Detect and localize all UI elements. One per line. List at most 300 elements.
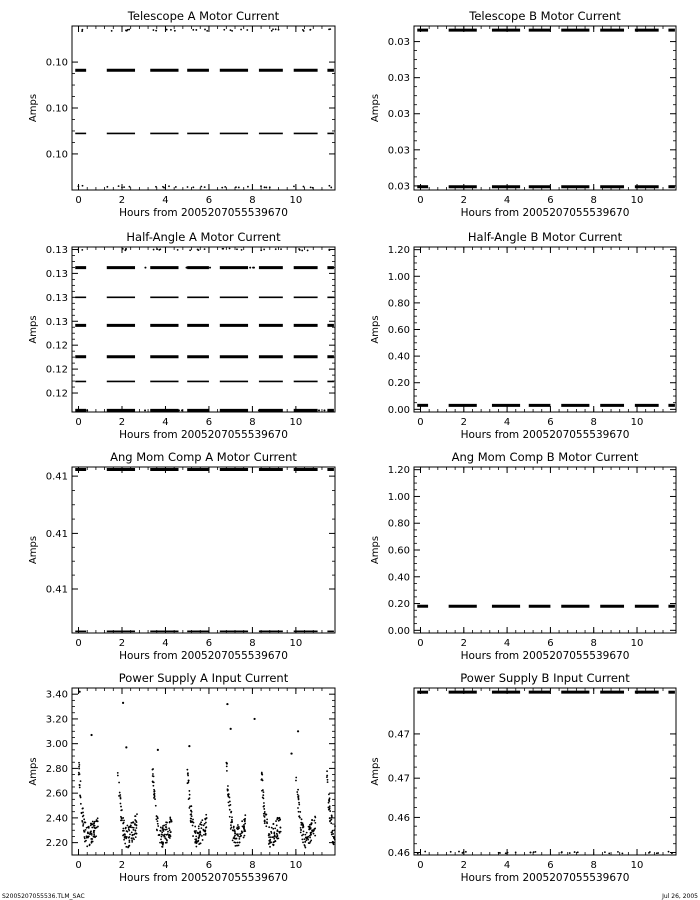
data-point: [309, 824, 311, 826]
data-point: [239, 836, 241, 838]
data-point: [265, 825, 267, 827]
data-point: [230, 828, 232, 830]
x-tick-label: 8: [590, 417, 597, 428]
data-point: [128, 841, 130, 843]
y-tick-label: 0.10: [45, 57, 68, 69]
data-point: [194, 826, 196, 828]
data-point: [192, 819, 194, 821]
data-point: [135, 836, 137, 838]
data-point: [132, 837, 134, 839]
data-point: [161, 842, 163, 844]
data-point: [274, 834, 276, 836]
x-tick-label: 2: [118, 638, 126, 649]
data-point: [241, 249, 243, 251]
data-point: [226, 770, 228, 772]
data-point: [155, 805, 157, 807]
data-point: [131, 831, 133, 833]
plot-frame: [414, 26, 676, 190]
data-point: [161, 831, 163, 833]
data-point: [314, 822, 316, 824]
data-point: [124, 843, 126, 845]
data-point: [258, 409, 260, 411]
data-point: [203, 834, 205, 836]
data-point: [272, 28, 274, 30]
data-point: [82, 811, 84, 813]
data-point: [191, 815, 193, 817]
data-point: [124, 837, 126, 839]
data-point: [144, 409, 146, 411]
data-point: [272, 828, 274, 830]
data-point: [96, 827, 98, 829]
data-point: [272, 823, 274, 825]
data-point: [133, 829, 135, 831]
data-point: [280, 248, 282, 250]
x-tick-label: 0: [417, 860, 424, 871]
data-point: [238, 838, 240, 840]
data-point: [243, 825, 245, 827]
data-point: [81, 30, 83, 32]
data-point: [260, 779, 262, 781]
data-point: [193, 822, 195, 824]
data-point: [136, 827, 138, 829]
data-point: [187, 773, 189, 775]
data-point: [299, 817, 301, 819]
data-point: [249, 267, 251, 269]
y-axis-label: Amps: [370, 315, 381, 344]
data-point: [299, 811, 301, 813]
data-point: [136, 813, 138, 815]
data-point: [224, 186, 226, 188]
x-tick-label: 2: [118, 860, 126, 871]
y-tick-label: 0.41: [45, 471, 68, 483]
plot-frame: [414, 247, 676, 412]
x-tick-label: 6: [547, 860, 554, 871]
data-point: [186, 769, 188, 771]
data-point: [94, 825, 96, 827]
chart-title: Half-Angle B Motor Current: [467, 230, 623, 244]
data-point: [264, 819, 266, 821]
data-point: [205, 826, 207, 828]
outlier-point: [188, 745, 190, 747]
data-point: [189, 794, 191, 796]
data-point: [91, 827, 93, 829]
data-point: [263, 806, 265, 808]
data-point: [311, 819, 313, 821]
data-point: [172, 409, 174, 411]
data-point: [309, 837, 311, 839]
data-point: [201, 835, 203, 837]
data-point: [234, 829, 236, 831]
data-point: [301, 824, 303, 826]
data-point: [260, 249, 262, 251]
data-point: [157, 825, 159, 827]
y-axis-label: Amps: [28, 535, 39, 565]
data-point: [121, 819, 123, 821]
data-point: [271, 267, 273, 269]
data-point: [329, 821, 331, 823]
data-point: [330, 831, 332, 833]
y-axis-label: Amps: [370, 93, 381, 123]
data-point: [297, 807, 299, 809]
data-point: [91, 842, 93, 844]
data-point: [276, 834, 278, 836]
data-point: [240, 29, 242, 31]
data-point: [131, 841, 133, 843]
data-point: [93, 823, 95, 825]
data-point: [329, 810, 331, 812]
data-point: [194, 831, 196, 833]
data-point: [268, 826, 270, 828]
data-point: [90, 838, 92, 840]
data-point: [134, 815, 136, 817]
data-point: [308, 842, 310, 844]
data-point: [130, 826, 132, 828]
data-point: [299, 249, 301, 251]
data-point: [621, 852, 623, 854]
y-tick-label: 0.47: [387, 773, 410, 785]
y-tick-label: 1.00: [387, 271, 410, 283]
data-point: [275, 248, 277, 250]
data-point: [127, 831, 129, 833]
data-point: [197, 249, 199, 251]
data-point: [271, 827, 273, 829]
y-tick-label: 1.20: [387, 465, 410, 477]
y-tick-label: 0.12: [45, 364, 68, 376]
data-point: [199, 823, 201, 825]
data-point: [118, 795, 120, 797]
data-point: [301, 250, 303, 252]
data-point: [125, 827, 127, 829]
data-point: [270, 836, 272, 838]
chart-panel: [370, 9, 676, 219]
data-point: [330, 187, 332, 189]
data-point: [196, 841, 198, 843]
x-tick-label: 4: [162, 417, 169, 428]
data-point: [106, 186, 108, 188]
chart-panel: [28, 671, 336, 884]
data-point: [119, 409, 121, 411]
data-point: [201, 824, 203, 826]
data-point: [195, 846, 197, 848]
x-tick-label: 2: [118, 195, 126, 206]
outlier-point: [290, 752, 292, 754]
data-point: [329, 817, 331, 819]
data-point: [161, 836, 163, 838]
data-point: [189, 249, 191, 251]
y-tick-label: 2.40: [45, 813, 68, 825]
data-point: [277, 829, 279, 831]
x-axis-label: Hours from 2005207055539670: [119, 650, 288, 662]
data-point: [91, 834, 93, 836]
data-point: [301, 839, 303, 841]
data-point: [89, 833, 91, 835]
data-point: [535, 851, 537, 853]
data-point: [83, 818, 85, 820]
data-point: [169, 829, 171, 831]
x-tick-label: 0: [75, 195, 82, 206]
data-point: [126, 825, 128, 827]
plot-frame: [72, 26, 335, 190]
x-tick-label: 2: [118, 417, 126, 428]
data-point: [88, 826, 90, 828]
data-point: [192, 186, 194, 188]
data-point: [656, 852, 658, 854]
data-point: [243, 819, 245, 821]
data-point: [236, 833, 238, 835]
chart-title: Telescope B Motor Current: [469, 9, 621, 23]
data-point: [93, 836, 95, 838]
data-point: [313, 820, 315, 822]
outlier-point: [125, 746, 127, 748]
data-point: [122, 828, 124, 830]
data-point: [187, 186, 189, 188]
data-point: [226, 765, 228, 767]
data-point: [190, 813, 192, 815]
x-tick-label: 4: [162, 195, 169, 206]
data-point: [450, 851, 452, 853]
y-axis-label: Amps: [370, 535, 381, 565]
data-point: [271, 30, 273, 32]
data-point: [181, 409, 183, 411]
y-axis-label: Amps: [28, 757, 39, 786]
data-point: [279, 819, 281, 821]
data-point: [192, 825, 194, 827]
data-point: [82, 185, 84, 187]
data-point: [300, 827, 302, 829]
data-point: [134, 823, 136, 825]
data-point: [229, 816, 231, 818]
data-point: [156, 820, 158, 822]
outlier-point: [253, 718, 255, 720]
data-point: [235, 838, 237, 840]
data-point: [170, 831, 172, 833]
chart-title: Power Supply B Input Current: [460, 671, 630, 685]
data-point: [577, 851, 579, 853]
plot-frame: [414, 688, 676, 855]
data-point: [273, 833, 275, 835]
data-point: [261, 774, 263, 776]
data-point: [533, 851, 535, 853]
data-point: [198, 825, 200, 827]
data-point: [275, 840, 277, 842]
data-point: [152, 773, 154, 775]
data-point: [310, 186, 312, 188]
data-point: [90, 824, 92, 826]
data-point: [198, 828, 200, 830]
y-tick-label: 0.13: [45, 244, 68, 256]
x-tick-label: 8: [249, 417, 256, 428]
data-point: [330, 822, 332, 824]
x-tick-label: 10: [630, 195, 644, 206]
data-point: [201, 819, 203, 821]
data-point: [189, 797, 191, 799]
x-tick-label: 10: [289, 195, 303, 206]
data-point: [82, 816, 84, 818]
y-tick-label: 2.20: [45, 838, 68, 850]
data-point: [200, 186, 202, 188]
data-point: [132, 834, 134, 836]
data-point: [273, 838, 275, 840]
data-point: [327, 781, 329, 783]
y-tick-label: 0.12: [45, 388, 68, 400]
data-point: [190, 810, 192, 812]
data-point: [93, 834, 95, 836]
data-point: [190, 818, 192, 820]
data-point: [264, 811, 266, 813]
x-tick-label: 6: [205, 195, 213, 206]
data-point: [166, 29, 168, 31]
outlier-point: [122, 702, 124, 704]
data-point: [97, 820, 99, 822]
data-point: [307, 839, 309, 841]
data-point: [330, 819, 332, 821]
x-tick-label: 6: [205, 417, 213, 428]
data-point: [199, 842, 201, 844]
data-point: [530, 852, 532, 854]
data-point: [293, 185, 295, 187]
data-point: [230, 822, 232, 824]
data-point: [118, 185, 120, 187]
data-point: [155, 30, 157, 32]
data-point: [78, 768, 80, 770]
data-point: [318, 409, 320, 411]
x-tick-label: 8: [249, 195, 256, 206]
data-point: [194, 842, 196, 844]
data-point: [262, 789, 264, 791]
data-point: [266, 813, 268, 815]
data-point: [465, 851, 467, 853]
y-tick-label: 0.80: [387, 518, 410, 530]
data-point: [78, 762, 80, 764]
data-point: [111, 30, 113, 32]
data-point: [280, 827, 282, 829]
y-axis-label: Amps: [28, 93, 39, 123]
x-tick-label: 10: [630, 638, 644, 649]
data-point: [162, 846, 164, 848]
data-point: [241, 831, 243, 833]
plot-frame: [414, 467, 676, 633]
y-tick-label: 0.10: [45, 103, 68, 115]
data-point: [129, 833, 131, 835]
data-point: [202, 829, 204, 831]
data-point: [120, 806, 122, 808]
data-point: [328, 249, 330, 251]
chart-title: Power Supply A Input Current: [118, 671, 289, 685]
data-point: [233, 836, 235, 838]
data-point: [134, 819, 136, 821]
data-point: [169, 837, 171, 839]
data-point: [78, 766, 80, 768]
data-point: [188, 790, 190, 792]
x-tick-label: 10: [289, 638, 303, 649]
data-point: [253, 267, 255, 269]
data-point: [277, 817, 279, 819]
data-point: [81, 249, 83, 251]
data-point: [246, 29, 248, 31]
x-tick-label: 10: [289, 417, 303, 428]
data-point: [226, 267, 228, 269]
data-point: [230, 824, 232, 826]
data-point: [177, 249, 179, 251]
data-point: [82, 823, 84, 825]
data-point: [152, 785, 154, 787]
data-point: [160, 830, 162, 832]
data-point: [85, 822, 87, 824]
data-point: [87, 837, 89, 839]
data-point: [313, 833, 315, 835]
data-point: [331, 816, 333, 818]
chart-panel: [28, 9, 335, 219]
footer-left: S2005207055536.TLM_SAC: [2, 893, 85, 900]
data-point: [168, 185, 170, 187]
y-axis-label: Amps: [28, 315, 39, 344]
y-tick-label: 0.13: [45, 292, 68, 304]
data-point: [131, 837, 133, 839]
data-point: [157, 823, 159, 825]
data-point: [239, 833, 241, 835]
data-point: [272, 836, 274, 838]
data-point: [237, 824, 239, 826]
data-point: [84, 831, 86, 833]
data-point: [155, 267, 157, 269]
data-point: [78, 774, 80, 776]
data-point: [83, 267, 85, 269]
x-tick-label: 2: [460, 638, 467, 649]
data-point: [223, 29, 225, 31]
y-tick-label: 0.13: [45, 268, 68, 280]
data-point: [153, 782, 155, 784]
data-point: [198, 838, 200, 840]
data-point: [263, 813, 265, 815]
data-point: [240, 835, 242, 837]
data-point: [95, 835, 97, 837]
data-point: [205, 834, 207, 836]
data-point: [206, 30, 208, 32]
data-point: [203, 824, 205, 826]
x-tick-label: 6: [547, 195, 554, 206]
data-point: [195, 29, 197, 31]
data-point: [202, 839, 204, 841]
data-point: [221, 187, 223, 189]
data-point: [314, 835, 316, 837]
data-point: [333, 837, 335, 839]
data-point: [204, 248, 206, 250]
data-point: [230, 811, 232, 813]
x-tick-label: 8: [249, 638, 256, 649]
data-point: [295, 780, 297, 782]
data-point: [458, 851, 460, 853]
chart-panel: [370, 671, 676, 884]
data-point: [81, 820, 83, 822]
data-point: [505, 852, 507, 854]
data-point: [278, 29, 280, 31]
data-point: [417, 853, 419, 855]
data-point: [303, 826, 305, 828]
data-point: [120, 798, 122, 800]
x-tick-label: 4: [162, 860, 169, 871]
data-point: [222, 267, 224, 269]
data-point: [195, 835, 197, 837]
data-point: [188, 780, 190, 782]
data-point: [128, 836, 130, 838]
y-tick-label: 0.03: [387, 145, 410, 157]
data-point: [187, 781, 189, 783]
data-point: [229, 809, 231, 811]
data-point: [222, 248, 224, 250]
data-point: [193, 267, 195, 269]
outlier-point: [157, 749, 159, 751]
y-tick-label: 0.47: [387, 729, 410, 741]
